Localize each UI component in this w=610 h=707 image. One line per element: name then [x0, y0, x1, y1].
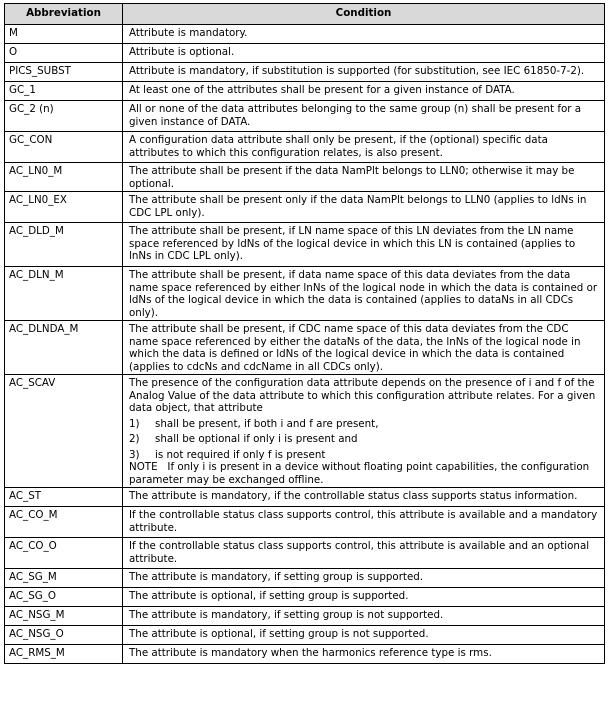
condition-cell: The attribute shall be present, if CDC name space of this data deviates from the CDC name space referenced by either the dataNs of the data, the lnNs of the logical node in which the data is defined or ldNs of the logical device in which the data is contained (applies to cdcNs and cdcName in all CDCs only).: [123, 321, 605, 375]
condition-header: Condition: [123, 4, 605, 25]
list-item: [129, 449, 598, 462]
table-row: [5, 44, 605, 63]
conditions-table: [4, 3, 605, 664]
abbreviation-cell: AC_DLNDA_M: [5, 321, 123, 375]
abbreviation-cell: PICS_SUBST: [5, 63, 123, 82]
table-row: [5, 63, 605, 82]
scav-note: NOTE If only i is present in a device without floating point capabilities, the configuration parameter may be exchanged offline.: [129, 461, 593, 486]
condition-cell: If the controllable status class supports control, this attribute is available and an optional attribute.: [123, 538, 605, 569]
abbreviation-cell: AC_DLN_M: [5, 267, 123, 321]
conditions-document: [4, 3, 604, 664]
abbreviation-cell: AC_SG_M: [5, 569, 123, 588]
condition-cell: A configuration data attribute shall only be present, if the (optional) specific data attributes to which this configuration relates, is also present.: [123, 132, 605, 163]
abbreviation-cell: AC_SCAV: [5, 375, 123, 488]
list-item: [129, 433, 598, 446]
table-row: [5, 267, 605, 321]
table-row: [5, 588, 605, 607]
table-row: [5, 101, 605, 132]
abbreviation-cell: AC_LN0_M: [5, 163, 123, 192]
list-item-text: is not required if only f is present: [155, 448, 326, 461]
abbreviation-cell: AC_ST: [5, 488, 123, 507]
table-row: [5, 25, 605, 44]
condition-cell: The attribute shall be present, if data name space of this data deviates from the data name space referenced by either lnNs of the logical node in which the data is contained or ldNs of the logical device in which the data is contained (applies to dataNs in all CDCs only).: [123, 267, 605, 321]
list-item: [129, 418, 598, 431]
abbreviation-cell: O: [5, 44, 123, 63]
condition-cell: The attribute is mandatory, if the controllable status class supports status information.: [123, 488, 605, 507]
condition-cell: The attribute is mandatory when the harmonics reference type is rms.: [123, 645, 605, 664]
table-row: [5, 488, 605, 507]
table-row: [5, 626, 605, 645]
abbreviation-cell: AC_DLD_M: [5, 223, 123, 267]
condition-cell: The attribute shall be present only if the data NamPlt belongs to LLN0 (applies to ldNs in CDC LPL only).: [123, 192, 605, 223]
abbreviation-cell: AC_CO_M: [5, 507, 123, 538]
list-item-number: 1): [129, 417, 140, 430]
condition-cell: If the controllable status class supports control, this attribute is available and a mandatory attribute.: [123, 507, 605, 538]
condition-cell: Attribute is mandatory.: [123, 25, 605, 44]
abbreviation-cell: GC_1: [5, 82, 123, 101]
list-item-number: 2): [129, 433, 140, 445]
condition-cell: The attribute shall be present if the data NamPlt belongs to LLN0; otherwise it may be optional.: [123, 163, 605, 192]
abbreviation-cell: AC_LN0_EX: [5, 192, 123, 223]
table-row: [5, 223, 605, 267]
table-row: [5, 192, 605, 223]
table-row: [5, 569, 605, 588]
table-row-scav: [5, 375, 605, 488]
abbreviation-cell: AC_SG_O: [5, 588, 123, 607]
table-row: [5, 82, 605, 101]
table-row: [5, 507, 605, 538]
condition-cell: The attribute is mandatory, if setting group is not supported.: [123, 607, 605, 626]
table-header-row: [5, 4, 605, 25]
list-item-number: 3): [129, 448, 140, 461]
table-row: [5, 538, 605, 569]
condition-cell: [123, 375, 605, 488]
table-row: [5, 132, 605, 163]
scav-intro: The presence of the configuration data attribute depends on the presence of i and f of the Analog Value of the data attribute to which this configuration attribute relates. For a given data object, that attribute: [129, 377, 596, 414]
condition-cell: The attribute is optional, if setting group is supported.: [123, 588, 605, 607]
condition-cell: All or none of the data attributes belonging to the same group (n) shall be present for a given instance of DATA.: [123, 101, 605, 132]
table-row: [5, 163, 605, 192]
abbreviation-cell: AC_CO_O: [5, 538, 123, 569]
condition-cell: The attribute is optional, if setting group is not supported.: [123, 626, 605, 645]
condition-cell: Attribute is optional.: [123, 44, 605, 63]
table-row: [5, 645, 605, 664]
abbreviation-cell: M: [5, 25, 123, 44]
list-item-text: shall be optional if only i is present and: [155, 433, 358, 445]
condition-cell: At least one of the attributes shall be present for a given instance of DATA.: [123, 82, 605, 101]
abbreviation-cell: AC_NSG_O: [5, 626, 123, 645]
abbreviation-header: Abbreviation: [5, 4, 123, 25]
condition-cell: The attribute is mandatory, if setting group is supported.: [123, 569, 605, 588]
abbreviation-cell: AC_NSG_M: [5, 607, 123, 626]
condition-cell: The attribute shall be present, if LN name space of this LN deviates from the LN name space referenced by ldNs of the logical device in which this LN is contained (applies to lnNs in CDC LPL only).: [123, 223, 605, 267]
table-row: [5, 607, 605, 626]
abbreviation-cell: AC_RMS_M: [5, 645, 123, 664]
list-item-text: shall be present, if both i and f are present,: [155, 417, 379, 430]
abbreviation-cell: GC_CON: [5, 132, 123, 163]
abbreviation-cell: GC_2 (n): [5, 101, 123, 132]
table-row: [5, 321, 605, 375]
condition-cell: Attribute is mandatory, if substitution is supported (for substitution, see IEC 61850-7-2).: [123, 63, 605, 82]
